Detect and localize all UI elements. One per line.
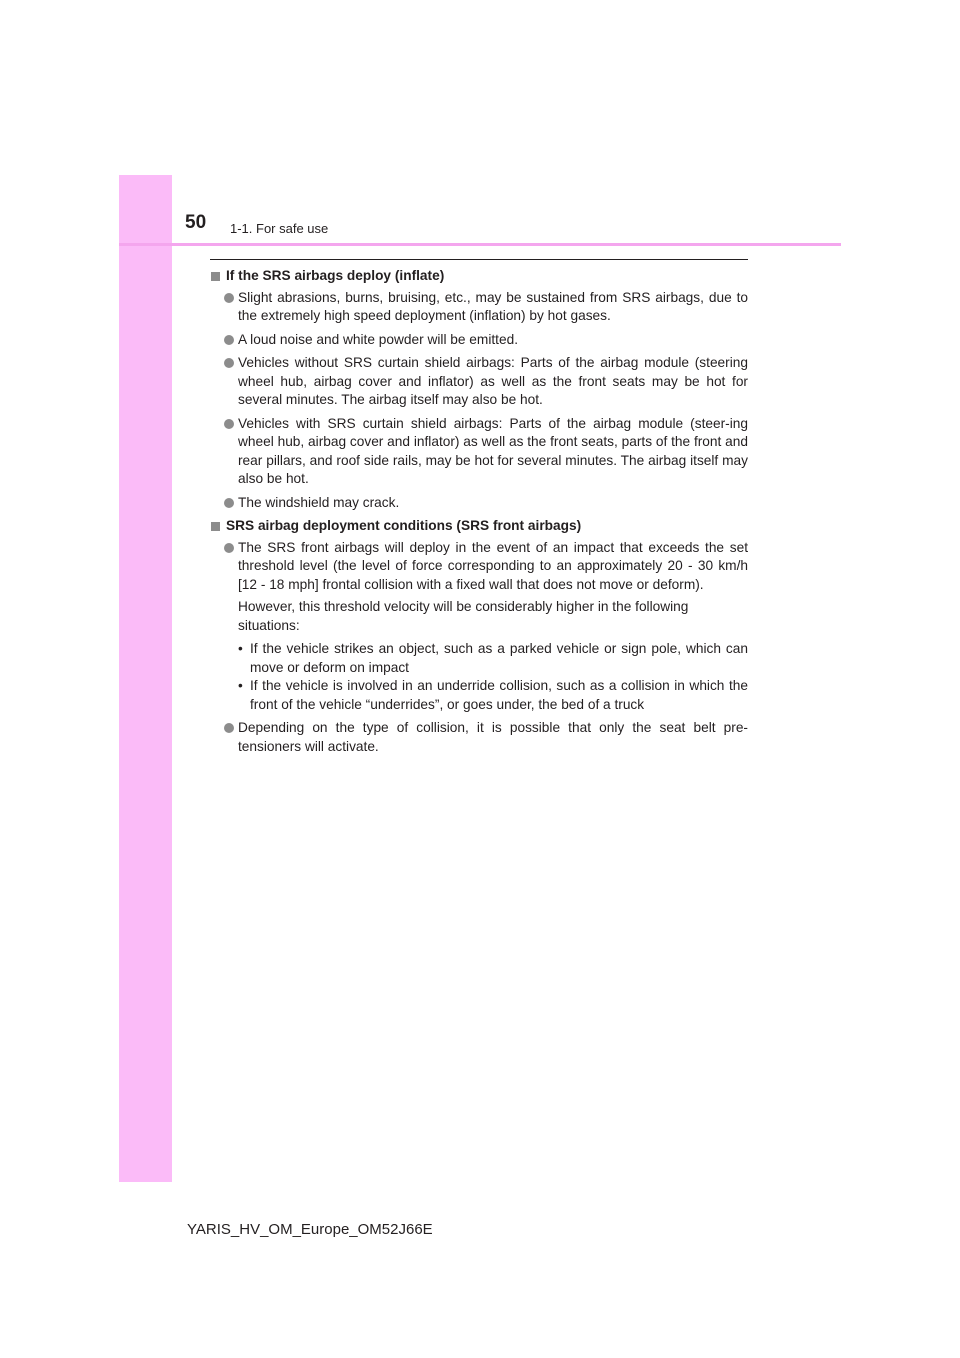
section-heading-text: SRS airbag deployment conditions (SRS front airbags)	[226, 518, 582, 533]
list-item-text: Slight abrasions, burns, bruising, etc., may be sustained from SRS airbags, due to the extremely high speed deployment (inflation) by hot gases.	[238, 289, 748, 323]
list-item-text: Depending on the type of collision, it is possible that only the seat belt pre-tensioners will activate.	[238, 720, 748, 754]
square-bullet-icon	[211, 272, 220, 281]
circle-bullet-icon	[224, 543, 234, 553]
list-item-paragraph: However, this threshold velocity will be considerably higher in the following situations:	[238, 599, 689, 633]
square-bullet-icon	[211, 522, 220, 531]
small-bullet-icon: •	[238, 641, 243, 656]
content-top-rule	[210, 259, 748, 260]
small-bullet-icon: •	[238, 678, 243, 693]
list-item	[210, 415, 748, 489]
header-rule	[119, 243, 841, 246]
list-item-text: A loud noise and white powder will be emitted.	[238, 331, 518, 347]
circle-bullet-icon	[224, 335, 234, 345]
list-item	[210, 354, 748, 410]
sub-list-item-text: If the vehicle strikes an object, such as a parked vehicle or sign pole, which can move or deform on impact	[250, 641, 748, 675]
sub-list-item-text: If the vehicle is involved in an underride collision, such as a collision in which the front of the vehicle “underrides”, or goes under, the bed of a truck	[250, 678, 748, 712]
list-item-text: The windshield may crack.	[238, 494, 400, 510]
circle-bullet-icon	[224, 293, 234, 303]
circle-bullet-icon	[224, 419, 234, 429]
section-label: 1-1. For safe use	[230, 221, 329, 236]
list-item	[210, 719, 748, 756]
list-item-text: The SRS front airbags will deploy in the event of an impact that exceeds the set threshold level (the level of force corresponding to an approximately 20 - 30 km/h [12 - 18 mph] frontal collision with a fixed wall that does not move or deform).	[238, 539, 748, 592]
circle-bullet-icon	[224, 723, 234, 733]
document-id-footer: YARIS_HV_OM_Europe_OM52J66E	[187, 1221, 433, 1238]
section-heading	[210, 267, 748, 286]
list-item-text: Vehicles with SRS curtain shield airbags: Parts of the airbag module (steer-ing wheel hub, airbag cover and inflator) as well as the front seats, parts of the front and rear pillars, and roof side rails, may be hot for several minutes. The airbag itself may also be hot.	[238, 415, 748, 486]
sub-list-item	[238, 677, 748, 714]
circle-bullet-icon	[224, 498, 234, 508]
circle-bullet-icon	[224, 358, 234, 368]
list-item	[210, 494, 748, 513]
chapter-tab-sidebar	[119, 175, 172, 1182]
page-content	[210, 263, 748, 761]
section-heading	[210, 517, 748, 536]
list-item	[210, 289, 748, 326]
list-item	[210, 331, 748, 350]
sub-list-item	[238, 640, 748, 677]
list-item	[210, 539, 748, 715]
list-item-text: Vehicles without SRS curtain shield airbags: Parts of the airbag module (steering wheel hub, airbag cover and inflator) as well as the front seats may be hot for several minutes. The airbag itself may also be hot.	[238, 355, 748, 407]
page-number: 50	[185, 212, 207, 233]
section-heading-text: If the SRS airbags deploy (inflate)	[226, 268, 445, 283]
